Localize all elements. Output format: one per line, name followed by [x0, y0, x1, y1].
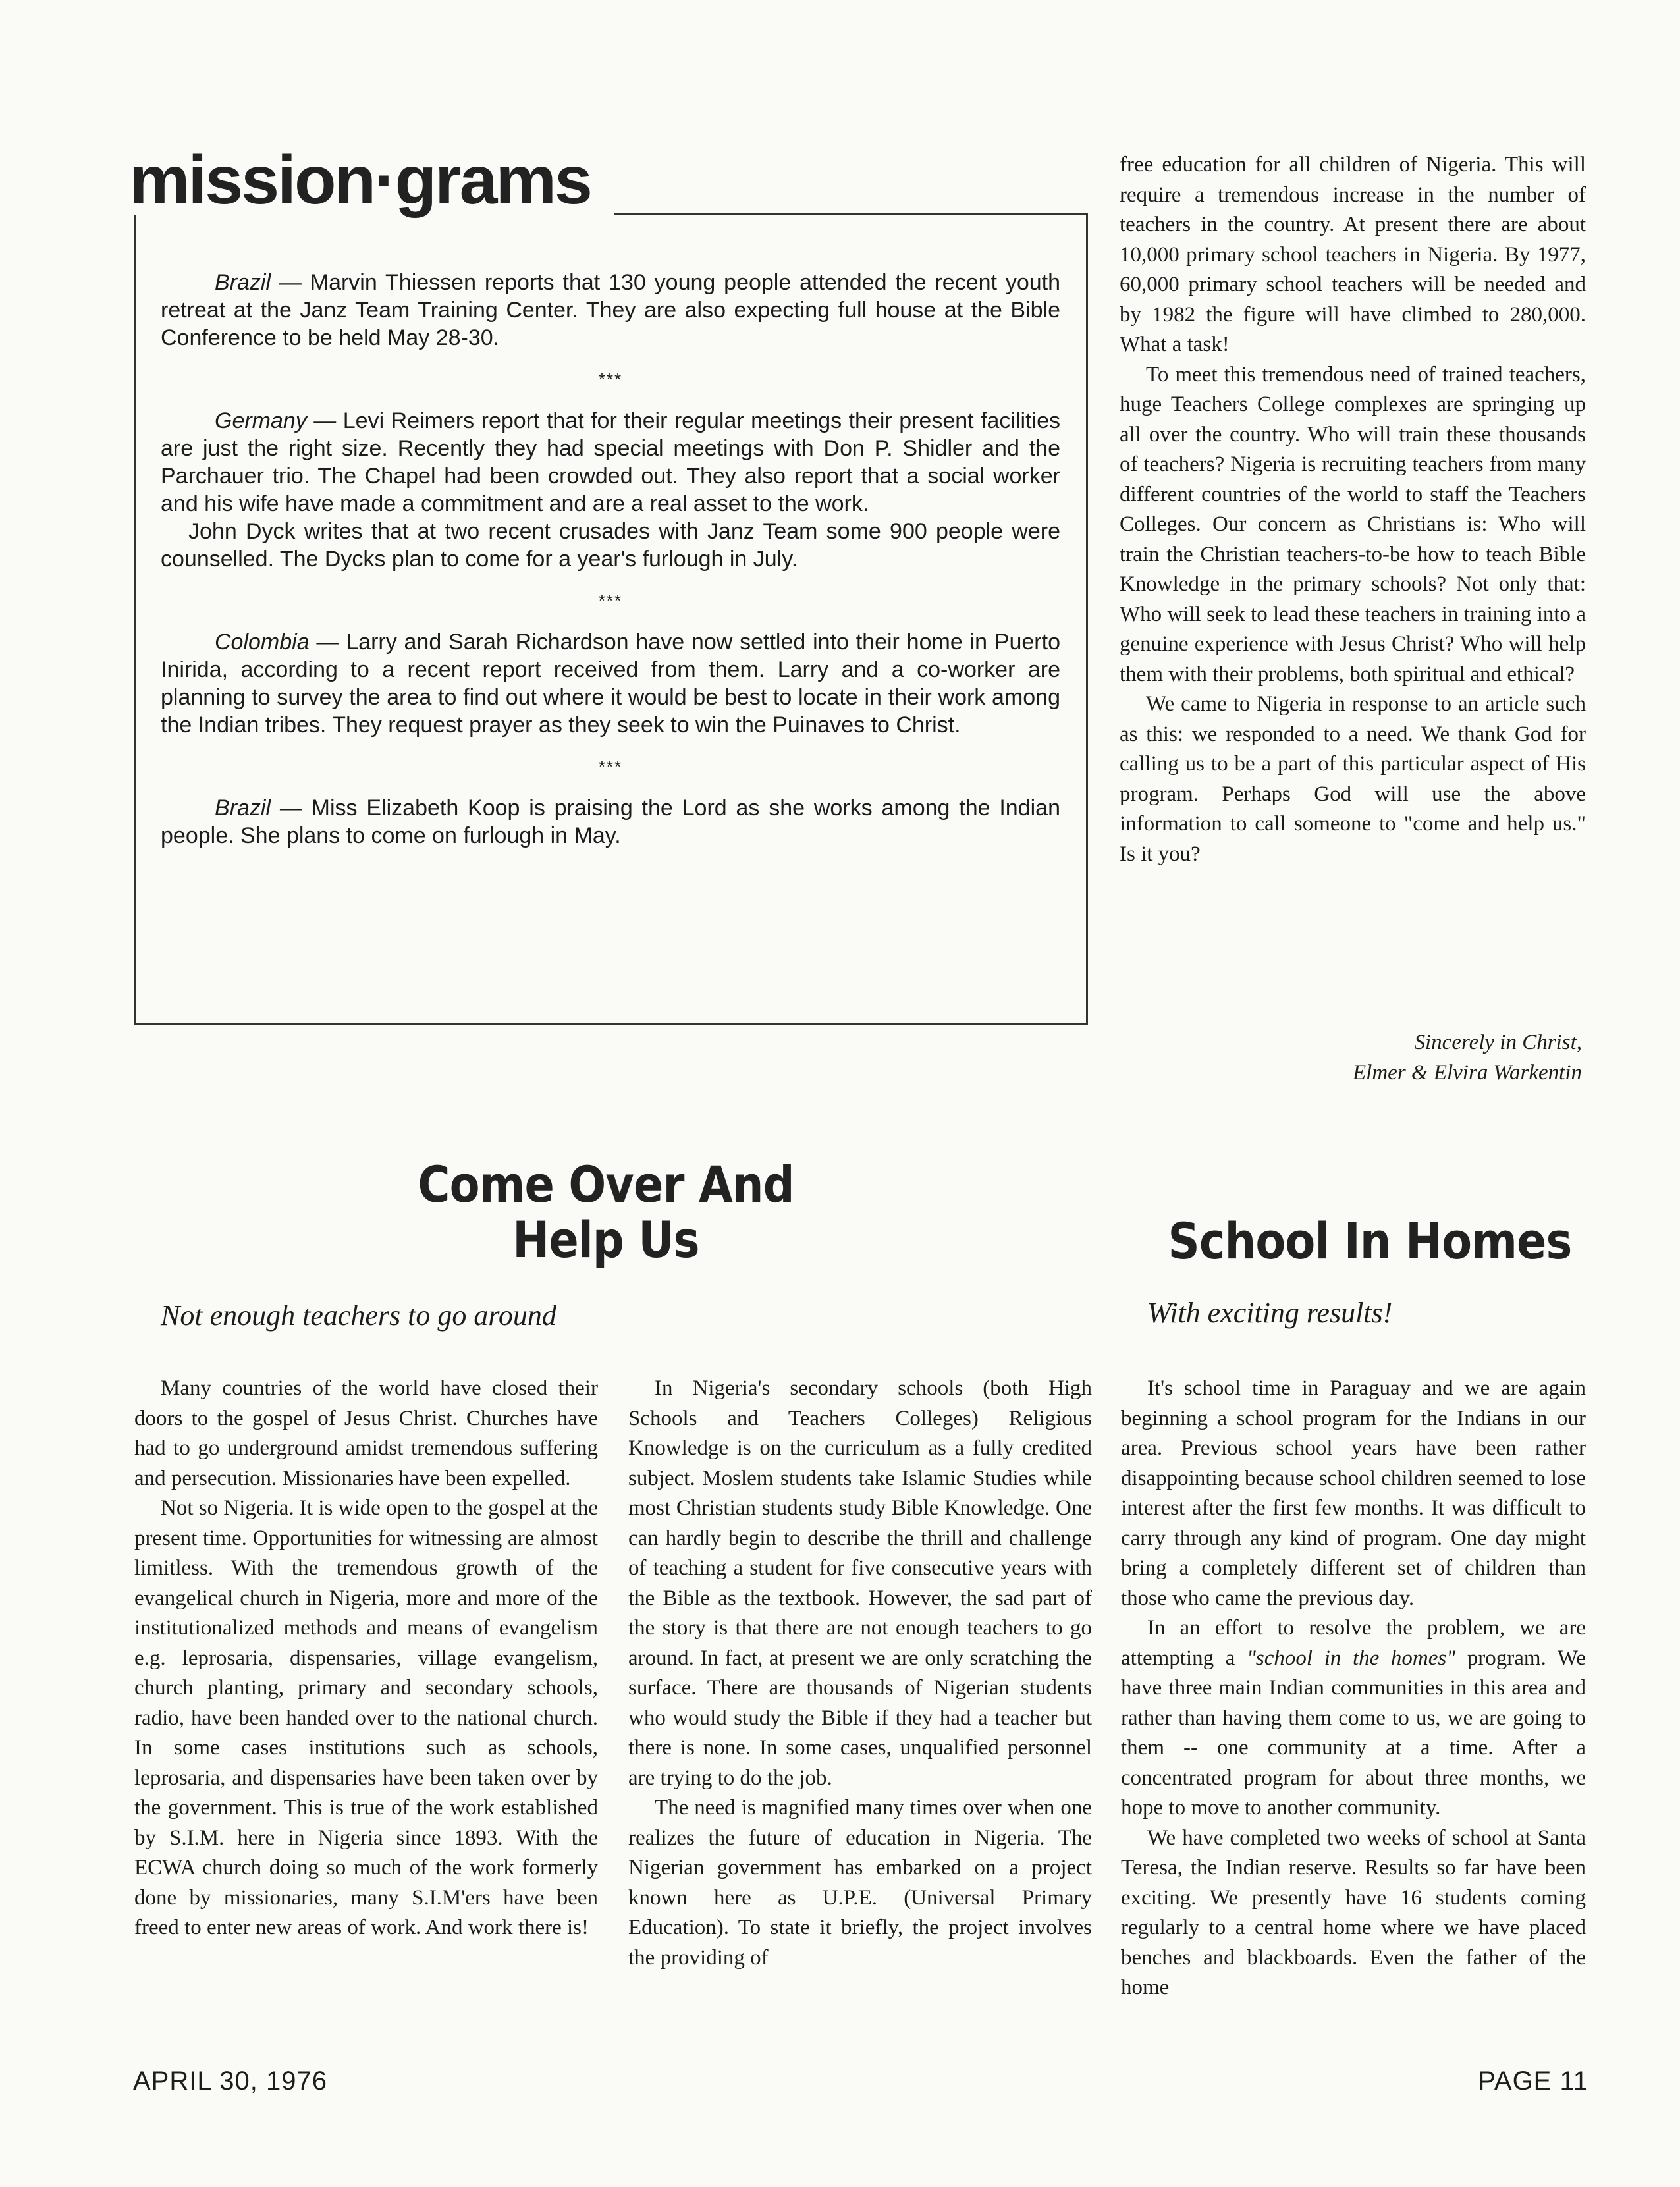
missiongrams-content	[161, 269, 1060, 850]
missiongram-entry-continuation: John Dyck writes that at two recent crusades with Janz Team some 900 people were counselled. The Dycks plan to come for a year's furlough in July.	[161, 519, 1060, 572]
entry-country: Brazil	[215, 796, 271, 821]
missiongram-entry	[161, 794, 1060, 850]
article2-column	[1121, 1374, 1586, 2003]
missiongrams-title: mission·grams	[129, 142, 591, 219]
text: In an effort to resolve the problem, we are attempting a	[1121, 1616, 1586, 1670]
entry-text: — Levi Reimers report that for their regular meetings their present facilities are just the right size. Recently they had special meetings with Don P. Shidler and the Parchauer trio. The Chapel had been crowded out. They also report that a social worker and his wife have made a commitment and are a real asset to the work.	[161, 408, 1060, 516]
paragraph: Not so Nigeria. It is wide open to the gospel at the present time. Opportunities for witnessing are almost limitless. With the tremendous growth of the evangelical church in Nigeria, more and more of the institutionalized methods and means of evangelism e.g. leprosaria, dispensaries, village evangelism, church planting, primary and secondary schools, radio, have been handed over to the national church. In some cases institutions such as schools, leprosaria, and dispensaries have been taken over by the government. This is true of the work established by S.I.M. here in Nigeria since 1893. With the ECWA church doing so much of the work formerly done by missionaries, many S.I.M'ers have been freed to enter new areas of work. And work there is!	[134, 1496, 598, 1939]
signature-name: Elmer & Elvira Warkentin	[1353, 1061, 1582, 1085]
missiongram-entry	[161, 269, 1060, 352]
article2-subtitle: With exciting results!	[1147, 1297, 1393, 1329]
article1-title-line: Help Us	[512, 1210, 699, 1269]
text: program. We have three main Indian communities in this area and rather than having them come to us, we are going to them -- one community at a time. After a concentrated program for about three months, we hope to move to another community.	[1121, 1646, 1586, 1820]
article1-column-3	[1120, 150, 1586, 869]
article1-subtitle: Not enough teachers to go around	[161, 1299, 556, 1332]
article1-column-2	[628, 1374, 1092, 1973]
signature	[1120, 1027, 1582, 1088]
entry-country: Germany	[215, 408, 307, 433]
footer-date: APRIL 30, 1976	[133, 2066, 327, 2095]
entry-text: — Larry and Sarah Richardson have now settled into their home in Puerto Inirida, according to a recent report received from them. Larry and a co-worker are planning to survey the area to find out where it would be best to locate in their work among the Indian tribes. They request prayer as they seek to win the Puinaves to Christ.	[161, 630, 1060, 738]
article1-column-1	[134, 1374, 598, 1943]
paragraph: Many countries of the world have closed their doors to the gospel of Jesus Christ. Churches have had to go underground amidst tremendous suffering and persecution. Missionaries have been expelled.	[134, 1376, 598, 1490]
paragraph: It's school time in Paraguay and we are again beginning a school program for the Indians in our area. Previous school years have been rather disappointing because school children seemed to lose interest after the first few months. It was difficult to carry through any kind of program. One day might bring a completely different set of children than those who came the previous day.	[1121, 1376, 1586, 1610]
signature-line: Sincerely in Christ,	[1414, 1031, 1582, 1054]
paragraph: We have completed two weeks of school at Santa Teresa, the Indian reserve. Results so far have been exciting. We presently have 16 students coming regularly to a central home where we have placed benches and blackboards. Even the father of the home	[1121, 1825, 1586, 1999]
separator: ***	[598, 591, 623, 610]
paragraph: free education for all children of Nigeria. This will require a tremendous increase in the number of teachers in the country. At present there are about 10,000 primary school teachers in Nigeria. By 1977, 60,000 primary school teachers will be needed and by 1982 the figure will have climbed to 280,000. What a task!	[1120, 153, 1586, 356]
paragraph	[1121, 1613, 1586, 1823]
paragraph: To meet this tremendous need of trained teachers, huge Teachers College complexes are springing up all over the country. Who will train these thousands of teachers? Nigeria is recruiting teachers from many different countries of the world to staff the Teachers Colleges. Our concern as Christians is: Who will train the Christian teachers-to-be how to teach Bible Knowledge in the primary schools? Not only that: Who will seek to lead these teachers in training into a genuine experience with Jesus Christ? Who will help them with their problems, both spiritual and ethical?	[1120, 362, 1586, 686]
separator: ***	[598, 757, 623, 776]
entry-country: Brazil	[215, 270, 271, 295]
entry-text: — Miss Elizabeth Koop is praising the Lord as she works among the Indian people. She plans to come on furlough in May.	[161, 796, 1060, 848]
paragraph: In Nigeria's secondary schools (both High Schools and Teachers Colleges) Religious Knowledge is on the curriculum as a fully credited subject. Moslem students take Islamic Studies while most Christian students study Bible Knowledge. One can hardly begin to describe the thrill and challenge of teaching a student for five consecutive years with the Bible as the textbook. However, the sad part of the story is that there are not enough teachers to go around. In fact, at present we are only scratching the surface. There are thousands of Nigerian students who would study the Bible if they had a teacher but there is none. In some cases, unqualified personnel are trying to do the job.	[628, 1376, 1092, 1790]
paragraph: We came to Nigeria in response to an article such as this: we responded to a need. We thank God for calling us to be a part of this particular aspect of His program. Perhaps God will use the above information to call someone to "come and help us." Is it you?	[1120, 692, 1586, 866]
emphasis: "school in the homes"	[1247, 1646, 1456, 1670]
entry-text: — Marvin Thiessen reports that 130 young people attended the recent youth retreat at the Janz Team Training Center. They are also expecting full house at the Bible Conference to be held May 28-30.	[161, 270, 1060, 350]
article1-title-line: Come Over And	[418, 1155, 794, 1214]
entry-country: Colombia	[215, 630, 310, 655]
article1-title	[374, 1157, 838, 1268]
paragraph: The need is magnified many times over when one realizes the future of education in Nigeria. The Nigerian government has embarked on a project known here as U.P.E. (Universal Primary Education). To state it briefly, the project involves the providing of	[628, 1796, 1092, 1970]
separator: ***	[598, 369, 623, 389]
page-number: PAGE 11	[1478, 2066, 1588, 2095]
article2-title: School In Homes	[1168, 1212, 1572, 1270]
missiongram-entry	[161, 628, 1060, 739]
missiongram-entry	[161, 407, 1060, 518]
